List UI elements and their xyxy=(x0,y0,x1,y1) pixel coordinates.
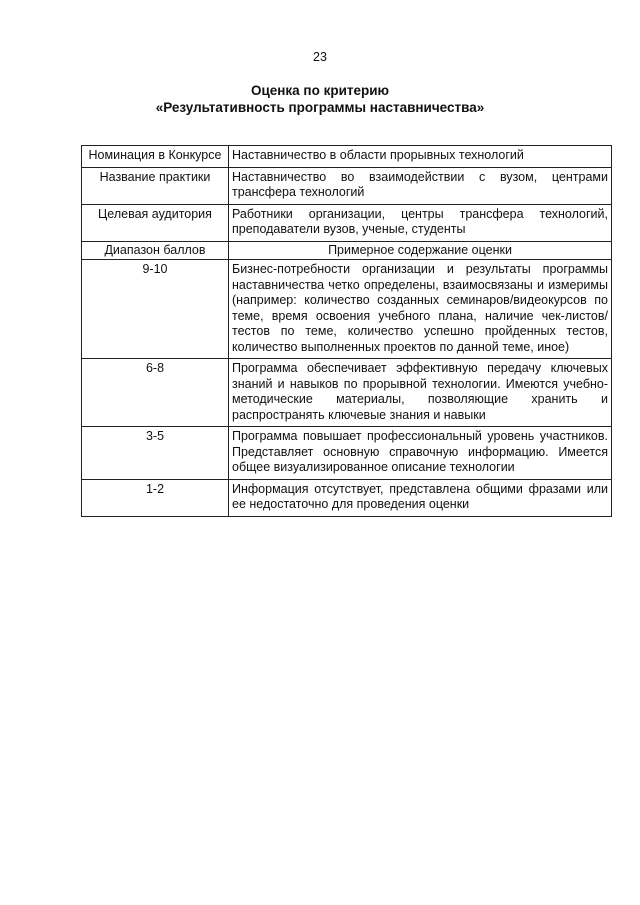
table-row-score-header xyxy=(82,241,612,260)
table-row-audience xyxy=(82,204,612,241)
score-range: 1-2 xyxy=(82,479,229,516)
practice-value: Наставничество во взаимодействии с вузом, центрами трансфера технологий xyxy=(229,167,612,204)
document-title xyxy=(0,82,640,116)
score-range: 3-5 xyxy=(82,427,229,480)
score-range: 9-10 xyxy=(82,260,229,359)
score-content: Бизнес-потребности организации и результаты программы наставничества четко определены, взаимосвязаны и измеримы (например: количество созданных семинаров/видеокурсов по теме, время освоения учебного плана, наличие чек-листов/ тестов по теме, количество успешно пройденных тестов, количество выполненных проектов по данной теме, иное) xyxy=(229,260,612,359)
score-content: Программа обеспечивает эффективную передачу ключевых знаний и навыков по прорывной технологии. Имеются учебно-методические материалы, позволяющие хранить и распространять ключевые знания и навыки xyxy=(229,359,612,427)
score-range-header: Диапазон баллов xyxy=(82,241,229,260)
criteria-table xyxy=(81,145,612,517)
title-line-2: «Результативность программы наставничества» xyxy=(155,100,485,115)
audience-value: Работники организации, центры трансфера технологий, преподаватели вузов, ученые, студенты xyxy=(229,204,612,241)
page-number: 23 xyxy=(313,50,327,64)
audience-label: Целевая аудитория xyxy=(82,204,229,241)
table-row-practice xyxy=(82,167,612,204)
nomination-value: Наставничество в области прорывных технологий xyxy=(229,146,612,168)
table-row-score-6-8 xyxy=(82,359,612,427)
score-content-header: Примерное содержание оценки xyxy=(229,241,612,260)
table-row-nomination xyxy=(82,146,612,168)
score-content: Программа повышает профессиональный уровень участников. Представляет основную справочную информацию. Имеется общее визуализированное описание технологии xyxy=(229,427,612,480)
nomination-label: Номинация в Конкурсе xyxy=(82,146,229,168)
score-range: 6-8 xyxy=(82,359,229,427)
table-row-score-3-5 xyxy=(82,427,612,480)
practice-label: Название практики xyxy=(82,167,229,204)
title-line-1: Оценка по критерию xyxy=(250,83,390,98)
table-row-score-1-2 xyxy=(82,479,612,516)
score-content: Информация отсутствует, представлена общими фразами или ее недостаточно для проведения оценки xyxy=(229,479,612,516)
table-row-score-9-10 xyxy=(82,260,612,359)
